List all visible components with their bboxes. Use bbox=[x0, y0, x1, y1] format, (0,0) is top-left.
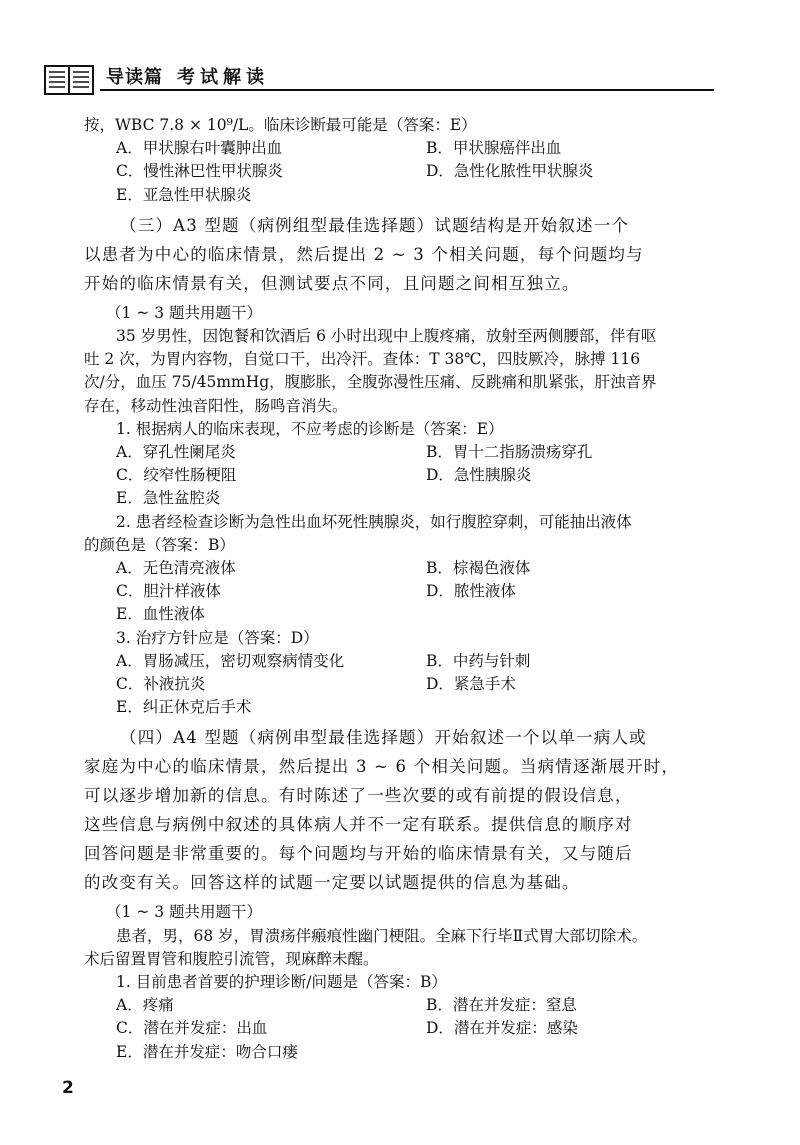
a3-case-line: 存在，移动性浊音阳性，肠鸣音消失。 bbox=[84, 396, 348, 415]
option-row bbox=[84, 580, 714, 603]
a4-q1-text: 1. 目前患者首要的护理诊断/问题是（答案：B） bbox=[116, 973, 447, 992]
option-e: E．潜在并发症：吻合口瘘 bbox=[116, 1042, 298, 1061]
option-a: A．胃肠减压，密切观察病情变化 bbox=[116, 651, 345, 670]
a3-intro-line: （三）A3 型题（病例组型最佳选择题）试题结构是开始叙述一个 bbox=[120, 215, 630, 235]
header-rule bbox=[100, 89, 714, 91]
header-title bbox=[106, 63, 269, 89]
option-c: C．潜在并发症：出血 bbox=[116, 1019, 268, 1038]
option-row bbox=[84, 1017, 714, 1040]
top-text: 按，WBC 7.8 × 10⁹/L。临床诊断最可能是（答案：E） bbox=[84, 116, 477, 134]
a4-shared-label: （1 ~ 3 题共用题干） bbox=[106, 903, 262, 922]
a3-q2-text: 的颜色是（答案：B） bbox=[84, 535, 235, 554]
a3-case-line: 35 岁男性，因饱餐和饮酒后 6 小时出现中上腹疼痛，放射至两侧腰部，伴有呕 bbox=[116, 327, 657, 346]
option-d: D．脓性液体 bbox=[426, 582, 516, 601]
option-b: B．甲状腺癌伴出血 bbox=[426, 139, 562, 158]
option-b: B．潜在并发症：窒息 bbox=[426, 996, 577, 1015]
option-c: C．绞窄性肠梗阻 bbox=[116, 466, 237, 485]
option-a: A．穿孔性阑尾炎 bbox=[116, 443, 236, 462]
option-a: A．疼痛 bbox=[116, 996, 174, 1015]
a4-intro-line: 的改变有关。回答这样的试题一定要以试题提供的信息为基础。 bbox=[84, 873, 580, 893]
page-content bbox=[84, 114, 714, 1064]
option-row bbox=[84, 464, 714, 487]
a3-shared-label: （1 ~ 3 题共用题干） bbox=[106, 303, 262, 322]
a3-case-line: 吐 2 次，为胃内容物，自觉口干，出冷汗。查体：T 38℃，四肢厥冷，脉搏 116 bbox=[84, 350, 641, 369]
a3-case-line: 次/分，血压 75/45mmHg，腹膨胀，全腹弥漫性压痛、反跳痛和肌紧张，肝浊音界 bbox=[84, 373, 657, 392]
option-a: A．无色清亮液体 bbox=[116, 559, 236, 578]
a4-case-line: 患者，男，68 岁，胃溃疡伴瘢痕性幽门梗阻。全麻下行毕Ⅱ式胃大部切除术。 bbox=[116, 926, 648, 945]
option-e: E．亚急性甲状腺炎 bbox=[116, 185, 252, 204]
option-b: B．棕褐色液体 bbox=[426, 559, 531, 578]
option-row bbox=[84, 673, 714, 696]
option-c: C．胆汁样液体 bbox=[116, 582, 221, 601]
a4-intro-line: 回答问题是非常重要的。每个问题均与开始的临床情景有关，又与随后 bbox=[84, 844, 633, 864]
a3-q2-text: 2. 患者经检查诊断为急性出血坏死性胰腺炎，如行腹腔穿刺，可能抽出液体 bbox=[116, 512, 632, 531]
page-number: 2 bbox=[62, 1078, 74, 1098]
option-a: A．甲状腺右叶囊肿出血 bbox=[116, 139, 283, 158]
option-e: E．纠正休克后手术 bbox=[116, 698, 252, 717]
header-subtitle: 考试解读 bbox=[177, 67, 269, 88]
option-c: C．慢性淋巴性甲状腺炎 bbox=[116, 162, 283, 181]
a4-case-line: 术后留置胃管和腹腔引流管，现麻醉未醒。 bbox=[84, 949, 379, 968]
a4-intro-line: 可以逐步增加新的信息。有时陈述了一些次要的或有前提的假设信息， bbox=[84, 786, 633, 806]
option-c: C．补液抗炎 bbox=[116, 675, 206, 694]
a3-q3-text: 3. 治疗方针应是（答案：D） bbox=[116, 628, 319, 647]
a3-q1-text: 1. 根据病人的临床表现，不应考虑的诊断是（答案：E） bbox=[116, 419, 504, 438]
option-d: D．紧急手术 bbox=[426, 675, 516, 694]
option-row bbox=[84, 557, 714, 580]
header-section: 导读篇 bbox=[106, 67, 163, 88]
option-d: D．急性胰腺炎 bbox=[426, 466, 532, 485]
open-book-icon bbox=[44, 64, 94, 96]
a4-intro-line: 家庭为中心的临床情景，然后提出 3 ~ 6 个相关问题。当病情逐渐展开时， bbox=[84, 757, 680, 777]
option-row bbox=[84, 994, 714, 1017]
option-row bbox=[84, 441, 714, 464]
option-e: E．急性盆腔炎 bbox=[116, 489, 221, 508]
option-row bbox=[84, 650, 714, 673]
page-header bbox=[44, 60, 714, 100]
option-d: D．急性化脓性甲状腺炎 bbox=[426, 162, 594, 181]
a3-intro-line: 开始的临床情景有关，但测试要点不同，且问题之间相互独立。 bbox=[84, 273, 580, 293]
option-row bbox=[84, 137, 714, 160]
option-b: B．胃十二指肠溃疡穿孔 bbox=[426, 443, 593, 462]
a3-intro bbox=[84, 211, 714, 298]
option-row bbox=[84, 160, 714, 183]
option-b: B．中药与针刺 bbox=[426, 651, 531, 670]
a4-intro-line: （四）A4 型题（病例串型最佳选择题）开始叙述一个以单一病人或 bbox=[120, 728, 647, 748]
a4-intro bbox=[84, 723, 714, 897]
a4-intro-line: 这些信息与病例中叙述的具体病人并不一定有联系。提供信息的顺序对 bbox=[84, 815, 633, 835]
option-d: D．潜在并发症：感染 bbox=[426, 1019, 578, 1038]
a3-intro-line: 以患者为中心的临床情景，然后提出 2 ~ 3 个相关问题，每个问题均与 bbox=[84, 244, 644, 264]
option-e: E．血性液体 bbox=[116, 605, 205, 624]
